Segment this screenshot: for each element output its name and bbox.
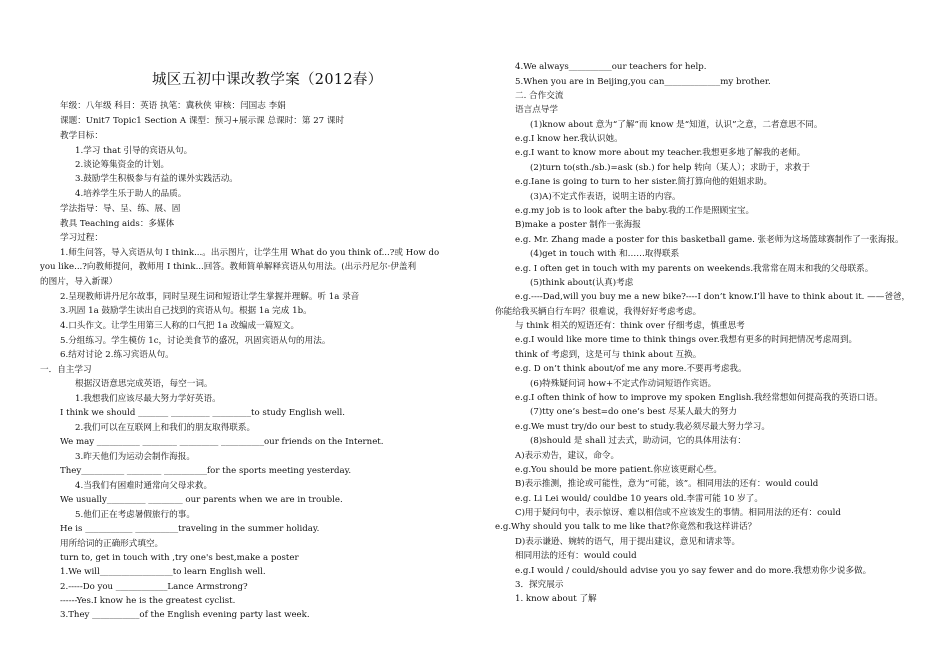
- text-line: 3.昨天他们为运动会制作海报。: [75, 452, 195, 462]
- text-line: 教具 Teaching aids：多媒体: [60, 219, 175, 229]
- text-line: 用所给词的正确形式填空。: [60, 539, 164, 549]
- text-line: 年级：八年级 科目：英语 执笔：冀秋侠 审核：闫国志 李娟: [60, 101, 286, 111]
- text-line: 1.学习 that 引导的宾语从句。: [75, 146, 193, 156]
- text-line: 1.师生问答，导入宾语从句 I think...。出示图片，让学生用 What do you think of...?或 How do: [60, 248, 440, 258]
- text-line: you like...?向教师提问，教师用 I think...回答。教师简单解释宾语从句用法。(出示丹尼尔·伊盖利: [40, 262, 417, 272]
- text-line: He is ___________ __________traveling in the summer holiday.: [60, 524, 320, 534]
- text-line: e.g.I know her.我认识她。: [515, 134, 623, 144]
- text-line: 3.They ___________of the English evening party last week.: [60, 610, 310, 620]
- text-line: e.g.I would / could/should advise you yo say fewer and do more.我想劝你少说多做。: [515, 566, 872, 576]
- text-line: 3.巩固 1a 鼓励学生读出自己找到的宾语从句。根据 1a 完成 1b。: [60, 306, 312, 316]
- page-title: 城区五初中课改教学案（2012春）: [152, 72, 383, 88]
- text-line: 3．探究展示: [515, 580, 564, 590]
- text-line: B)make a poster 制作一张海报: [515, 220, 641, 230]
- text-line: e.g.We must try/do our best to study.我必须尽最大努力学习。: [515, 422, 770, 432]
- text-line: I think we should _______ _________ _________to study English well.: [60, 408, 346, 418]
- text-line: e.g.my job is to look after the baby.我的工作是照顾宝宝。: [515, 206, 755, 216]
- text-line: e.g. Mr. Zhang made a poster for this basketball game. 张老师为这场篮球赛制作了一张海报。: [515, 235, 904, 245]
- text-line: e.g.I want to know more about my teacher.我想更多地了解我的老师。: [515, 148, 806, 158]
- text-line: 学法指导：导、呈、练、展、固: [60, 204, 181, 214]
- text-line: e.g. Li Lei would/ couldbe 10 years old.李雷可能 10 岁了。: [515, 494, 763, 504]
- text-line: 3.鼓励学生积极参与有益的课外实践活动。: [75, 174, 238, 184]
- text-line: A)表示劝告，建议，命令。: [515, 451, 620, 461]
- text-line: turn to, get in touch with ,try one's best,make a poster: [60, 553, 299, 563]
- text-line: We may __________ ________ _________ __________our friends on the Internet.: [60, 437, 384, 447]
- text-line: (4)get in touch with 和……取得联系: [530, 249, 680, 259]
- text-line: (6)特殊疑问词 how+不定式作动词短语作宾语。: [530, 379, 717, 389]
- text-line: e.g. I often get in touch with my parents on weekends.我常常在周末和我的父母联系。: [515, 264, 874, 274]
- text-line: 2.-----Do you ____________Lance Armstrong?: [60, 582, 248, 592]
- text-line: D)表示谦逊、婉转的语气，用于提出建议，意见和请求等。: [515, 537, 741, 547]
- text-line: 2.谈论筹集资金的计划。: [75, 160, 170, 170]
- text-line: 4.当我们有困难时通常向父母求救。: [75, 481, 213, 491]
- text-line: 的图片，导入新课）: [40, 277, 118, 287]
- text-line: think of 考虑到，这是可与 think about 互换。: [515, 350, 702, 360]
- text-line: 4.口头作文。让学生用第三人称的口气把 1a 改编成一篇短文。: [60, 321, 300, 331]
- text-line: 与 think 相关的短语还有：think over 仔细考虑，慎重思考: [515, 321, 745, 331]
- text-line: e.g.----Dad,will you buy me a new bike?----I don’t know.I’ll have to think about it. ——爸爸，: [515, 292, 911, 302]
- text-line: ------Yes.I know he is the greatest cyclist.: [60, 596, 236, 606]
- text-line: 5.他们正在考虑暑假旅行的事。: [75, 510, 195, 520]
- text-line: 二. 合作交流: [515, 91, 564, 101]
- text-line: 1. know about 了解: [515, 594, 597, 604]
- text-line: e.g.Why should you talk to me like that?你竟然和我这样讲话？: [495, 522, 757, 532]
- text-line: 一．自主学习: [40, 365, 92, 375]
- text-line: e.g.You should be more patient.你应该更耐心些。: [515, 465, 723, 475]
- text-line: (3)A)不定式作表语，说明主语的内容。: [530, 192, 681, 202]
- text-line: e.g. D on’t think about/of me any more.不要再考虑我。: [515, 364, 747, 374]
- text-line: (1)know about 意为“了解”而 know 是“知道，认识”之意，二者意思不同。: [530, 120, 823, 130]
- text-line: B)表示推测，推论或可能性，意为“可能，该”。相同用法的还有：would could: [515, 479, 819, 489]
- text-line: 4.培养学生乐于助人的品质。: [75, 189, 187, 199]
- text-line: They__________ ________ __________for the sports meeting yesterday.: [60, 466, 352, 476]
- text-line: 5.When you are in Beijing,you can_____________my brother.: [515, 77, 771, 87]
- text-line: 2.呈现教师讲丹尼尔故事，同时呈现生词和短语让学生掌握并理解。听 1a 录音: [60, 292, 360, 302]
- text-line: C)用于疑问句中，表示惊讶、难以相信或不应该发生的事情。相同用法的还有：could: [515, 508, 841, 518]
- text-line: 相同用法的还有：would could: [515, 551, 637, 561]
- text-line: 4.We always__________our teachers for help.: [515, 62, 707, 72]
- text-line: 语言点导学: [515, 105, 558, 115]
- text-line: 根据汉语意思完成英语，每空一词。: [75, 379, 213, 389]
- text-line: 1.我想我们应该尽最大努力学好英语。: [75, 394, 221, 404]
- text-line: (2)turn to(sth./sb.)=ask (sb.) for help 转向（某人）；求助于，求救于: [530, 163, 811, 173]
- text-line: 学习过程：: [60, 233, 103, 243]
- text-line: 教学目标：: [60, 131, 103, 141]
- text-line: 5.分组练习。学生模仿 1c，讨论美食节的盛况，巩固宾语从句的用法。: [60, 336, 331, 346]
- text-line: e.g.I would like more time to think things over.我想有更多的时间把情况考虑周到。: [515, 335, 858, 345]
- text-line: 6.结对讨论 2.练习宾语从句。: [60, 350, 174, 360]
- text-line: (7)tty one’s best=do one’s best 尽某人最大的努力: [530, 407, 737, 417]
- text-line: (5)think about(认真)考虑: [530, 278, 634, 288]
- text-line: (8)should 是 shall 过去式，助动词，它的具体用法有：: [530, 436, 746, 446]
- text-line: e.g.I often think of how to improve my spoken English.我经常想如何提高我的英语口语。: [515, 393, 883, 403]
- text-line: 课题：Unit7 Topic1 Section A 课型：预习+展示课 总课时：第 27 课时: [60, 116, 345, 126]
- text-line: 你能给我买辆自行车吗？很难说，我得好好考虑考虑。: [495, 307, 702, 317]
- text-line: e.g.Iane is going to turn to her sister.简打算向他的姐姐求助。: [515, 177, 773, 187]
- text-line: 2.我们可以在互联网上和我们的朋友取得联系。: [75, 423, 256, 433]
- text-line: 1.We will_________________to learn English well.: [60, 567, 266, 577]
- text-line: We usually_________ ________ our parents when we are in trouble.: [60, 495, 343, 505]
